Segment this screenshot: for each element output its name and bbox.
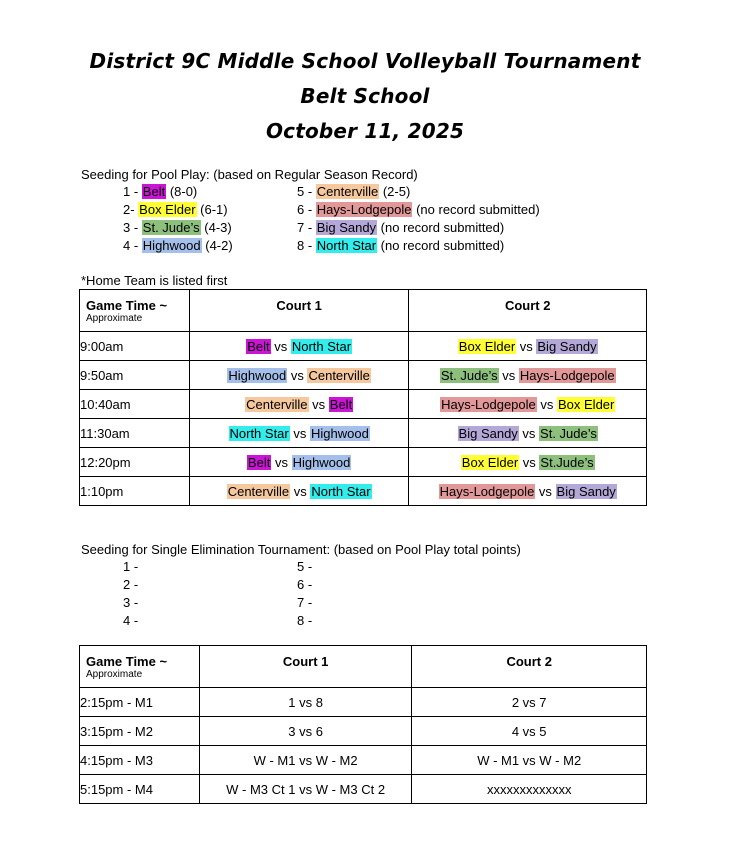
court-2-match-cell: W - M1 vs W - M2 [412,746,647,775]
court-1-match-cell [189,448,409,477]
court-1-match-cell: 1 vs 8 [199,688,412,717]
seed-entry [123,594,138,612]
game-time-cell: 5:15pm - M4 [80,775,200,804]
court-1-match-cell [189,477,409,506]
away-team-st-jude-s: St.Jude’s [540,454,594,470]
table-row [80,332,647,361]
game-time-cell: 2:15pm - M1 [80,688,200,717]
home-team-st-jude-s: St. Jude’s [440,367,498,383]
court-2-match-cell: 2 vs 7 [412,688,647,717]
table-row [80,448,647,477]
seed-entry [297,237,540,255]
game-time-cell: 9:50am [80,361,190,390]
home-team-north-star: North Star [229,425,289,441]
game-time-cell: 11:30am [80,419,190,448]
seed-record: (no record submitted) [377,220,505,235]
away-team-highwood: Highwood [310,425,369,441]
seed-slot: 6 - [297,577,313,592]
game-time-cell: 12:20pm [80,448,190,477]
seed-number: 7 - [297,220,316,235]
team-name-north-star: North Star [316,238,377,253]
court-1-match-cell: W - M1 vs W - M2 [199,746,412,775]
table-row [80,390,647,419]
team-name-centerville: Centerville [316,184,379,199]
vs-label: vs [308,396,329,412]
court-2-match-cell [409,361,647,390]
tournament-date: October 11, 2025 [265,119,465,143]
seed-number: 1 - [123,184,142,199]
table-row [80,746,647,775]
pool-play-schedule-table [79,289,647,506]
seed-record: (8-0) [166,184,198,199]
home-team-belt: Belt [247,338,270,354]
vs-label: vs [536,396,557,412]
away-team-big-sandy: Big Sandy [556,483,616,499]
home-team-hays-lodgepole: Hays-Lodgepole [441,396,536,412]
tournament-location: Belt School [300,84,430,108]
vs-label: vs [519,454,540,470]
team-name-st-jude-s: St. Jude’s [142,220,200,235]
seed-number: 5 - [297,184,316,199]
game-time-cell: 4:15pm - M3 [80,746,200,775]
game-time-cell: 3:15pm - M2 [80,717,200,746]
court-1-match-cell [189,390,409,419]
seed-slot: 8 - [297,613,313,628]
header-game-time-label: Game Time ~ [86,654,168,669]
table-row [80,419,647,448]
pool-seeding-left [123,183,233,255]
seed-slot: 1 - [123,559,139,574]
team-name-highwood: Highwood [142,238,201,253]
table-header-row [80,290,647,332]
header-approximate-label: Approximate [86,313,143,324]
court-1-match-cell [189,419,409,448]
team-name-hays-lodgepole: Hays-Lodgepole [316,202,412,217]
seed-entry [297,183,540,201]
court-2-match-cell [409,332,647,361]
seed-record: (4-2) [201,238,233,253]
home-team-hays-lodgepole: Hays-Lodgepole [439,483,535,499]
court-2-match-cell [409,477,647,506]
court-1-match-cell: 3 vs 6 [199,717,412,746]
away-team-belt: Belt [329,396,353,412]
away-team-box-elder: Box Elder [558,396,615,412]
table-row [80,775,647,804]
court-1-match-cell [189,332,409,361]
document-title-block [0,44,730,149]
header-game-time [80,646,200,688]
seed-slot: 5 - [297,559,313,574]
away-team-big-sandy: Big Sandy [537,338,597,354]
vs-label: vs [287,367,308,383]
game-time-cell: 9:00am [80,332,190,361]
seed-number: 3 - [123,220,142,235]
seed-entry [123,612,138,630]
seed-entry [123,558,138,576]
seed-slot: 4 - [123,613,139,628]
court-2-match-cell [409,448,647,477]
seed-number: 6 - [297,202,316,217]
court-2-match-cell [409,419,647,448]
seed-number: 2- [123,202,139,217]
header-game-time-label: Game Time ~ [86,298,168,313]
home-team-box-elder: Box Elder [458,338,516,354]
table-header-row [80,646,647,688]
seed-slot: 7 - [297,595,313,610]
vs-label: vs [270,338,291,354]
game-time-cell: 1:10pm [80,477,190,506]
header-court-2: Court 2 [409,290,647,332]
home-team-highwood: Highwood [228,367,287,383]
pool-seeding-heading: Seeding for Pool Play: (based on Regular Season Record) [81,167,418,182]
court-2-match-cell: xxxxxxxxxxxxx [412,775,647,804]
away-team-north-star: North Star [291,338,352,354]
game-time-cell: 10:40am [80,390,190,419]
seed-entry [123,576,138,594]
vs-label: vs [535,483,556,499]
elim-seeding-left [123,558,138,630]
court-2-match-cell: 4 vs 5 [412,717,647,746]
seed-entry [123,183,233,201]
court-1-match-cell [189,361,409,390]
table-row [80,477,647,506]
seed-number: 4 - [123,238,142,253]
header-approximate-label: Approximate [86,669,143,680]
away-team-hays-lodgepole: Hays-Lodgepole [519,367,615,383]
vs-label: vs [290,483,311,499]
away-team-st-jude-s: St. Jude’s [540,425,597,441]
seed-entry [297,219,540,237]
seed-entry [297,576,312,594]
team-name-belt: Belt [142,184,166,199]
away-team-north-star: North Star [311,483,371,499]
away-team-highwood: Highwood [292,454,351,470]
pool-seeding-right [297,183,540,255]
seed-record: (no record submitted) [377,238,505,253]
seed-number: 8 - [297,238,316,253]
seed-record: (4-3) [200,220,232,235]
tournament-title: District 9C Middle School Volleyball Tournament [89,49,641,73]
seed-record: (2-5) [379,184,411,199]
header-court-1: Court 1 [199,646,412,688]
header-court-1: Court 1 [189,290,409,332]
court-1-match-cell: W - M3 Ct 1 vs W - M3 Ct 2 [199,775,412,804]
elim-seeding-right [297,558,312,630]
seed-entry [123,237,233,255]
home-team-note: *Home Team is listed first [81,273,228,288]
home-team-big-sandy: Big Sandy [458,425,518,441]
seed-record: (6-1) [196,202,228,217]
home-team-centerville: Centerville [246,396,308,412]
vs-label: vs [289,425,310,441]
away-team-centerville: Centerville [308,367,370,383]
vs-label: vs [516,338,537,354]
header-game-time [80,290,190,332]
vs-label: vs [518,425,540,441]
seed-entry [123,219,233,237]
seed-entry [123,201,233,219]
court-2-match-cell [409,390,647,419]
home-team-centerville: Centerville [227,483,290,499]
seed-entry [297,594,312,612]
header-court-2: Court 2 [412,646,647,688]
seed-record: (no record submitted) [412,202,540,217]
elimination-schedule-table [79,645,647,804]
seed-entry [297,558,312,576]
seed-slot: 2 - [123,577,139,592]
team-name-box-elder: Box Elder [139,202,196,217]
team-name-big-sandy: Big Sandy [316,220,377,235]
table-row [80,361,647,390]
home-team-belt: Belt [247,454,271,470]
vs-label: vs [498,367,519,383]
home-team-box-elder: Box Elder [461,454,519,470]
seed-entry [297,201,540,219]
seed-entry [297,612,312,630]
elim-seeding-heading: Seeding for Single Elimination Tournament: (based on Pool Play total points) [81,542,521,557]
table-row [80,688,647,717]
seed-slot: 3 - [123,595,139,610]
vs-label: vs [271,454,292,470]
table-row [80,717,647,746]
